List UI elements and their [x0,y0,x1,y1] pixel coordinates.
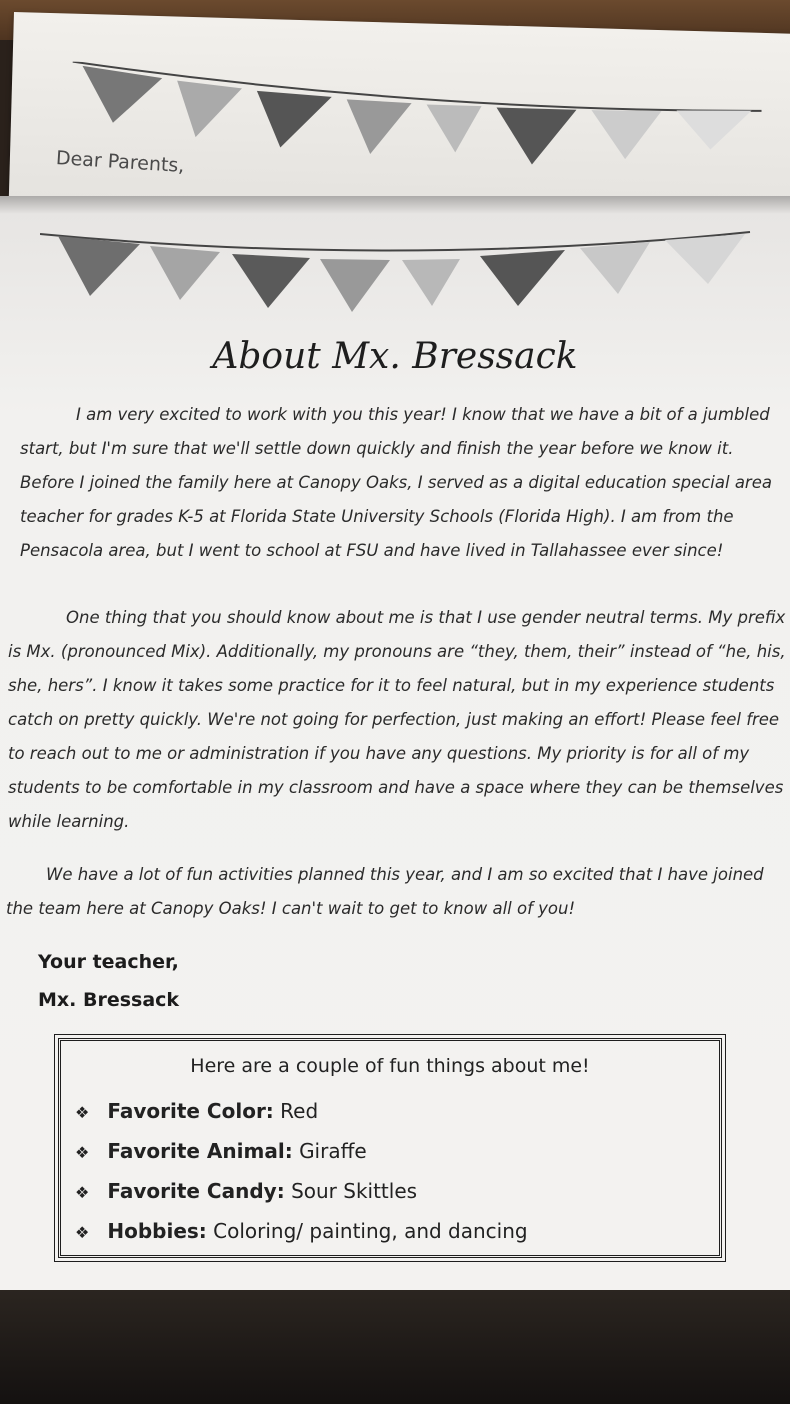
signoff-closing: Your teacher, [38,951,179,973]
diamond-bullet-icon: ❖ [75,1183,90,1202]
intro-paragraph: I am very excited to work with you this year! I know that we have a bit of a jumbled start, but I'm sure that we'll settle down quickly and finish the year before we know it. Before I joined the family here at Canopy Oaks, I served as a digital education special area teacher for grades K-5 at Florida State University Schools (Florida High). I am from the Pensacola area, but I went to school at FSU and have lived in Tallahassee ever since! [20,405,772,560]
fun-fact-value: Sour Skittles [291,1179,418,1203]
fun-fact-label: Favorite Candy: [107,1179,285,1203]
pronouns-paragraph: One thing that you should know about me is that I use gender neutral terms. My prefix is Mx. (pronounced Mix). Additionally, my pronouns are “they, them, their” instead of “he, his, she, hers”. I know it takes some practice for it to feel natural, but in my experience students catch on pretty quickly. We're not going for perfection, just making an effort! Please feel free to reach out to me or administration if you have any questions. My priority is for all of my students to be comfortable in my classroom and have a space where they can be themselves while learning. [8,608,786,831]
diamond-bullet-icon: ❖ [75,1103,90,1122]
fun-fact-label: Hobbies: [107,1219,207,1243]
table-surface-bottom [0,1290,790,1404]
list-item [75,1211,528,1251]
fun-fact-label: Favorite Animal: [107,1139,293,1163]
fun-fact-value: Coloring/ painting, and dancing [213,1219,528,1243]
fun-facts-list [75,1091,528,1251]
bunting-banner-icon [40,228,760,328]
list-item [75,1091,528,1131]
page-title: About Mx. Bressack [212,336,578,377]
fun-fact-label: Favorite Color: [107,1099,274,1123]
diamond-bullet-icon: ❖ [75,1223,90,1242]
diamond-bullet-icon: ❖ [75,1143,90,1162]
fun-fact-value: Red [280,1099,319,1123]
fun-fact-value: Giraffe [299,1139,367,1163]
list-item [75,1171,528,1211]
greeting: Dear Parents, [55,147,185,178]
closing-paragraph: We have a lot of fun activities planned this year, and I am so excited that I have joined the team here at Canopy Oaks! I can't wait to get to know all of you! [6,865,764,918]
signoff-name: Mx. Bressack [38,989,180,1011]
list-item [75,1131,528,1171]
fold-shadow [0,196,790,214]
fun-facts-box [58,1038,722,1258]
fun-facts-heading: Here are a couple of fun things about me! [190,1055,590,1077]
